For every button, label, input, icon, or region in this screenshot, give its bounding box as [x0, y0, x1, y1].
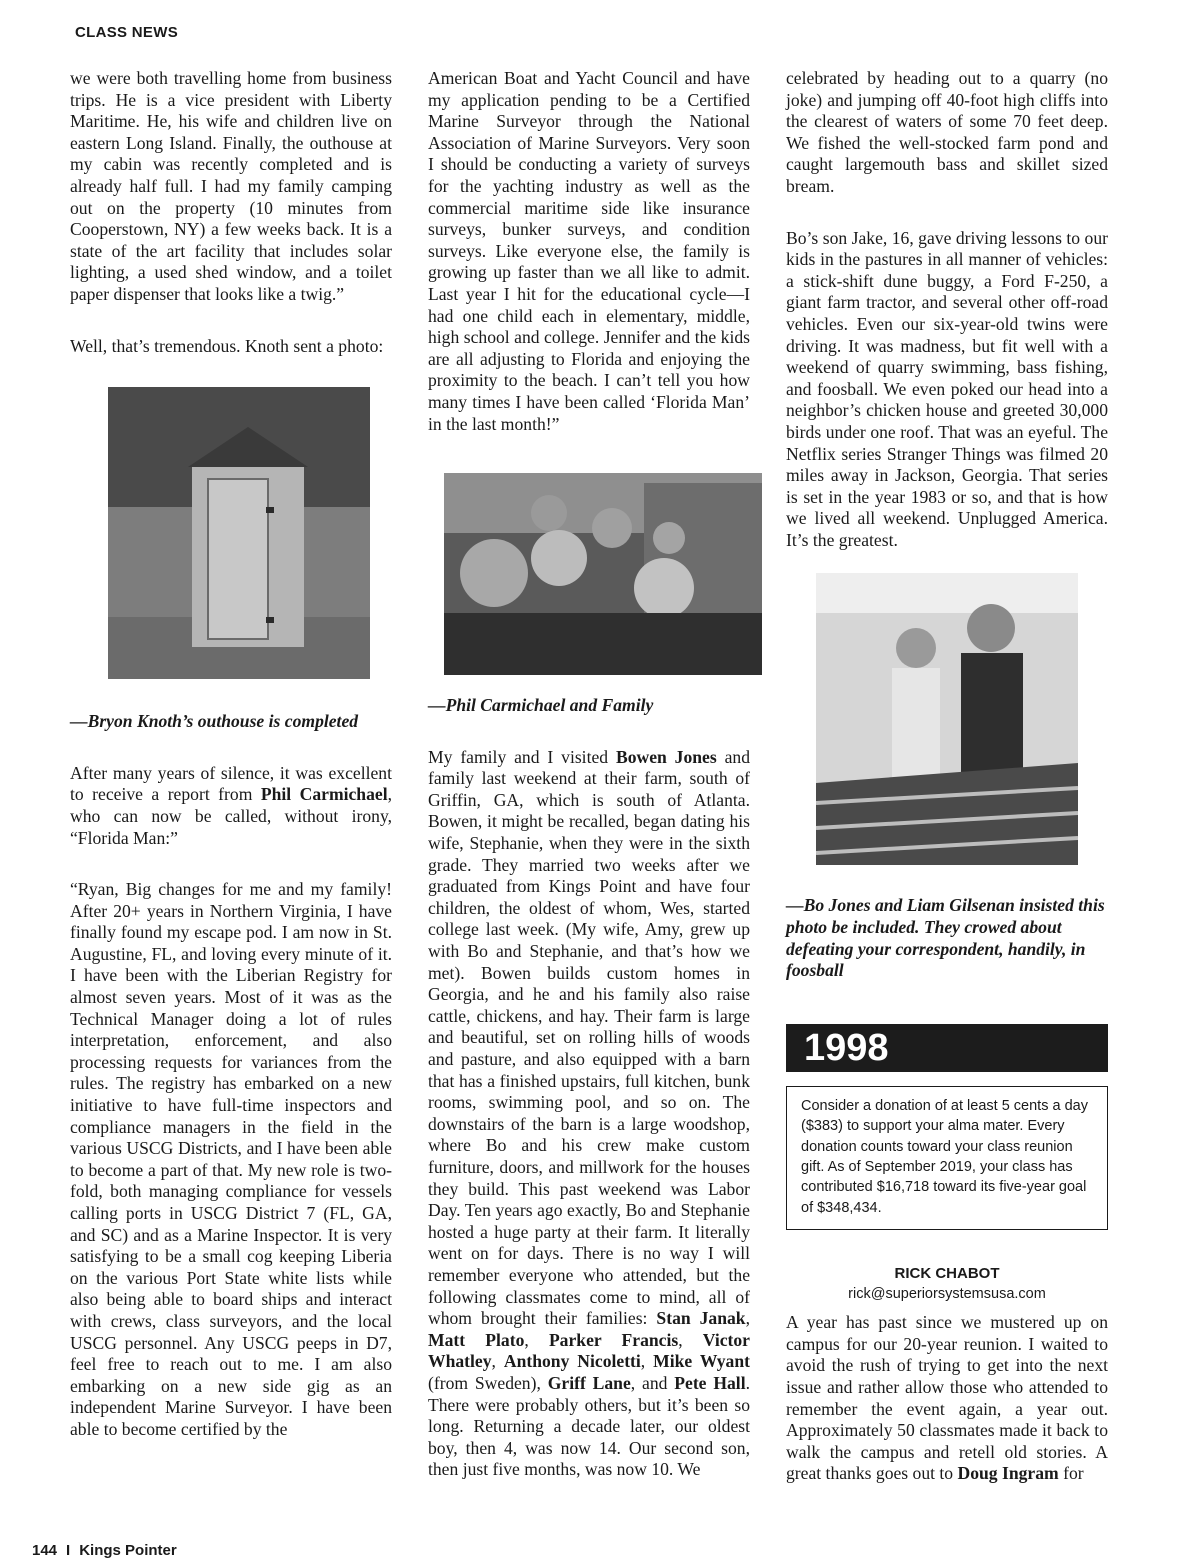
footer-separator: I — [66, 1542, 71, 1559]
foosball-photo — [816, 573, 1078, 865]
paragraph: Well, that’s tremendous. Knoth sent a photo: — [70, 335, 384, 356]
classmate-name: Mike Wyant — [653, 1351, 750, 1372]
column-2 — [428, 68, 750, 1481]
paragraph: Bo’s son Jake, 16, gave driving lessons to our kids in the pastures in all manner of vehicles: a stick-shift dune buggy, a Ford F-250, a giant farm tractor, and several other off-road vehicles. Even our six-year-old twins were driving. It was madness, but fit well with a weekend of quarry swimming, bass fishing, and foosball. We even poked our head into a neighbor’s chicken house and greeted 30,000 birds under one roof. That was an eyeful. The Netflix series Stranger Things was filmed 20 miles away in Jackson, Georgia. That series is set in the year 1983 or so, and that is how we lived all weekend. Unplugged America. It’s the greatest. — [786, 227, 1108, 550]
paragraph: “Ryan, Big changes for me and my family! After 20+ years in Northern Virginia, I have finally found my escape pod. I am now in St. Augustine, FL, and loving every minute of it. I have been with the Liberian Registry for almost seven years. Most of it was as the Technical Manager doing a lot of rules interpretation, enforcement, and also processing requests for variances from the rules. The registry has embarked on a new initiative to have full-time inspectors and compliance managers in the field in the various USCG Districts, and I have been able to become a part of that. My new role is two-fold, both managing compliance for vessels calling ports in USCG District 7 (FL, GA, and SC) and as a Marine Inspector. It is very satisfying to be a small cog keeping Liberia on the various Port State white lists while also being able to board ships and interact with crews, class surveyors, and the local USCG personnel. Any USCG peeps in D7, feel free to reach out to me. I am also embarking on a new side gig as an independent Marine Surveyor. I have been able to become certified by the — [70, 879, 392, 1439]
classmate-name: Parker Francis — [548, 1329, 679, 1350]
paragraph: After many years of silence, it was excellent to receive a report from Phil Carmichael, who can now be called, without irony, “Florida Man:” — [70, 762, 392, 848]
column-3 — [786, 68, 1108, 1485]
classmate-name: Pete Hall — [674, 1372, 746, 1393]
classmate-name: Bowen Jones — [615, 746, 717, 767]
author-email[interactable]: rick@superiorsystemsusa.com — [848, 1286, 1046, 1303]
photo-caption: —Bo Jones and Liam Gilsenan insisted this photo be included. They crowed about defeating your correspondent, handily, in foosball — [786, 895, 1105, 981]
author-name: RICK CHABOT — [894, 1265, 1000, 1283]
classmate-name: Stan Janak — [656, 1308, 746, 1329]
photo-caption: —Phil Carmichael and Family — [428, 695, 654, 716]
paragraph: American Boat and Yacht Council and have my application pending to be a Certified Marine Surveyor through the National Association of Marine Surveyors. Very soon I should be conducting a variety of surveys for the yachting industry as well as the commercial maritime side like insurance surveys, bunker surveys, and condition surveys. Like everyone else, the family is growing up faster than we all like to admit. Last year I hit for the educational cycle—I had one child each in elementary, middle, high school and college. Jennifer and the kids are all adjusting to Florida and enjoying the proximity to the beach. I can’t tell you how many times I have been called ‘Florida Man’ in the last month!” — [428, 68, 750, 434]
paragraph: A year has past since we mustered up on campus for our 20-year reunion. I waited to avoid the rush of trying to get into the next issue and rather allow those who attended to remember the event again, a year out. Approximately 50 classmates made it back to walk the campus and retell old stories. A great thanks goes out to Doug Ingram for — [786, 1312, 1108, 1484]
section-header: CLASS NEWS — [75, 24, 179, 41]
classmate-name: Doug Ingram — [957, 1463, 1059, 1484]
column-1 — [70, 68, 392, 1441]
classmate-name: Griff Lane — [547, 1372, 631, 1393]
photo-caption: —Bryon Knoth’s outhouse is completed — [70, 711, 359, 732]
class-correspondent — [786, 1264, 1108, 1304]
page-footer — [32, 1542, 177, 1559]
classmate-name: Matt Plato — [428, 1329, 525, 1350]
paragraph: celebrated by heading out to a quarry (no joke) and jumping off 40-foot high cliffs into the clearest of waters of some 70 feet deep. We fished the well-stocked farm pond and caught largemouth bass and skillet sized bream. — [786, 68, 1108, 196]
donation-box: Consider a donation of at least 5 cents a day ($383) to support your alma mater. Every donation counts toward your class reunion gift. As of September 2019, your class has contributed $16,718 toward its five-year goal of $348,434. — [786, 1086, 1108, 1230]
classmate-name: Phil Carmichael — [260, 784, 388, 805]
paragraph: we were both travelling home from business trips. He is a vice president with Liberty Maritime. He, his wife and children live on eastern Long Island. Finally, the outhouse at my cabin was recently completed and is already half full. I had my family camping out on the property (10 minutes from Cooperstown, NY) a few weeks back. It is a state of the art facility that includes solar lighting, a used shed window, and a toilet paper dispenser that looks like a twig.” — [70, 68, 392, 304]
classmate-name: Anthony Nicoletti — [503, 1351, 641, 1372]
paragraph: My family and I visited Bowen Jones and family last weekend at their farm, south of Griffin, GA, which is south of Atlanta. Bowen, it might be recalled, began dating his wife, Stephanie, when they were in the sixth grade. They married two weeks after we graduated from Kings Point and have four children, the oldest of whom, Wes, started college last week. (My wife, Amy, grew up with Bo and Stephanie, and that’s how we met). Bowen builds custom homes in Georgia, and he and his family also raise cattle, chickens, and hay. Their farm is large and beautiful, set on rolling hills of woods and pasture, and also equipped with a barn that has a finished upstairs, full kitchen, bunk rooms, swimming pool, and so on. The downstairs of the barn is a large woodshop, where Bo and his crew make custom furniture, doors, and millwork for the houses they build. This past weekend was Labor Day. Ten years ago exactly, Bo and Stephanie hosted a huge party at their farm. It literally went on for days. There is no way I will remember everyone who attended, but the following classmates come to mind, all of whom brought their families: Stan Janak, Matt Plato, Parker Francis, Victor Whatley, Anthony Nicoletti, Mike Wyant (from Sweden), Griff Lane, and Pete Hall. There were probably others, but it’s been so long. Returning a decade later, our oldest boy, then 4, was now 14. Our second son, then just five months, was now 10. We — [428, 746, 750, 1480]
family-photo — [444, 473, 762, 675]
publication-name: Kings Pointer — [79, 1542, 177, 1559]
page-number: 144 — [32, 1542, 58, 1559]
class-year-bar: 1998 — [786, 1024, 1108, 1072]
outhouse-photo — [108, 387, 370, 679]
classmate-name: Victor Whatley — [428, 1329, 750, 1372]
